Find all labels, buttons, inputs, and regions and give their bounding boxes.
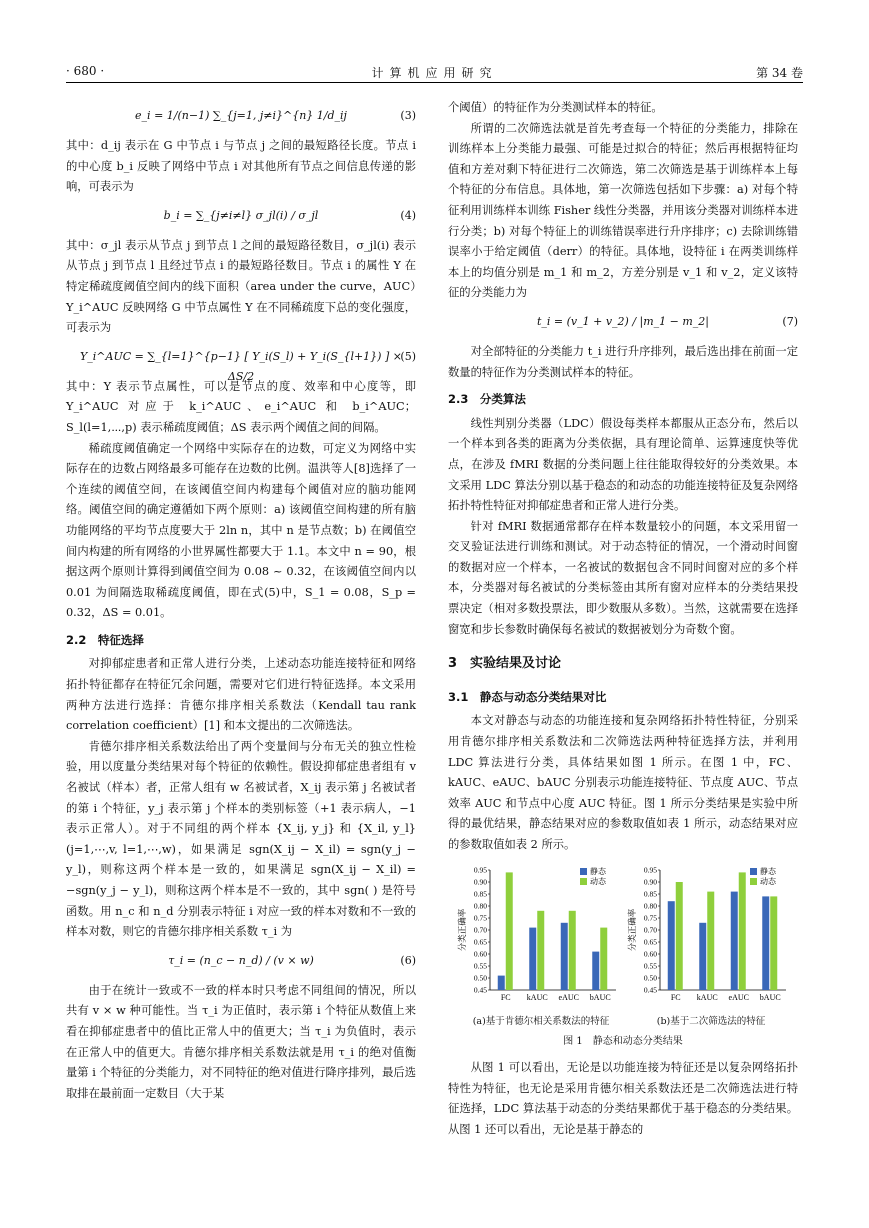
y-tick-label: 0.65: [473, 937, 487, 947]
x-tick-label: kAUC: [696, 992, 718, 1002]
y-axis-label: 分类正确率: [458, 908, 468, 951]
equation-4: b_i = ∑_{j≠i≠l} σ_jl(i) / σ_jl (4): [163, 208, 416, 222]
paragraph: 其中：Y 表示节点属性，可以是节点的度、效率和中心度等，即 Y_i^AUC 对应于 k_i^AUC、e_i^AUC 和 b_i^AUC；S_l(l=1,⋯,p) 表示稀疏度阈值；ΔS 表示两个阈值之间的间隔。: [66, 379, 416, 434]
paragraph: 其中：d_ij 表示在 G 中节点 i 与节点 j 之间的最短路径长度。节点 i 的中心度 b_i 反映了网络中节点 i 对其他所有节点之间信息传递的影响，可表示为: [66, 139, 416, 194]
y-axis-label: 分类正确率: [628, 908, 638, 951]
y-tick-label: 0.50: [643, 973, 657, 983]
y-tick-label: 0.80: [473, 901, 487, 911]
paragraph: 肯德尔排序相关系数法给出了两个变量间与分布无关的独立性检验，用以度量分类结果对每个特征的依赖性。假设抑郁症患者组有 v 名被试（样本）者，正常人组有 w 名被试者，X_ij 表示第 j 名被试者的第 i 个特征，y_j 表示第 j 个样本的类别标签（+1 表示病人，−1 表示正常人）。对于不同组的两个样本 {X_ij, y_j} 和 {X_il, y_l} (j=1,⋯,v, l=1,⋯,w)，如果满足 sgn(X_ij − X_il) = sgn(y_j − y_l)，则称这两个样本是一致的，如果满足 sgn(X_ij − X_il) = −sgn(y_j − y_l)，则称这两个样本是不一致的，其中 sgn( ) 是符号函数。用 n_c 和 n_d 分别表示特征 i 对应一致的样本对数和不一致的样本对数，则它的肯德尔排序相关系数 τ_i 为: [66, 739, 416, 939]
paragraph: 其中：σ_jl 表示从节点 j 到节点 l 之间的最短路径数目，σ_jl(i) 表示从节点 j 到节点 l 且经过节点 i 的最短路径数目。节点 i 的属性 Y 在特定稀疏度阈值空间内的线下面积（area under the curve，AUC）Y_i^AUC 反映网络 G 中节点属性 Y 在不同稀疏度下总的变化强度，可表示为: [66, 238, 416, 335]
bar-bAUC-动态: [770, 896, 777, 990]
section-heading: 3 实验结果及讨论: [448, 656, 562, 672]
bar-bAUC-静态: [762, 896, 769, 990]
paragraph: 稀疏度阈值确定一个网络中实际存在的边数，可定义为网络中实际存在的边数占网络最多可能存在边数的比例。温洪等人[8]选择了一个连续的阈值空间，在该阈值空间内构建每个阈值对应的脑功能网络。阈值空间的确定遵循如下两个原则：a) 该阈值空间构建的所有脑功能网络的平均节点度要大于 2ln n，其中 n 是节点数；b) 在阈值空间内构建的所有网络的小世界属性都要大于 1.1。本文中 n = 90，根据这两个原则计算得到阈值空间为 0.08 ~ 0.32，在该阈值空间内以 0.01 为间隔选取稀疏度阈值，即在式(5)中，S_1 = 0.08，S_p = 0.32，ΔS = 0.01。: [66, 441, 416, 620]
x-tick-label: bAUC: [589, 992, 611, 1002]
y-tick-label: 0.85: [473, 889, 487, 899]
bar-kAUC-静态: [529, 927, 536, 989]
paragraph: 所谓的二次筛选法就是首先考查每一个特征的分类能力，排除在训练样本上分类能力最强、可能是过拟合的特征；然后再根据特征均值和方差对剩下特征进行二次筛选，第二次筛选是基于训练样本上每个特征的分布信息。具体地，第一次筛选包括如下步骤：a) 对每个特征利用训练样本训练 Fisher 线性分类器，并用该分类器对训练样本进行分类；b) 对每个特征上的训练错误率进行升序排序；c) 去除训练错误率小于给定阈值（derr）的特征。具体地，设特征 i 在两类训练样本上的均值分别是 m_1 和 m_2，方差分别是 v_1 和 v_2，定义该特征的分类能力为: [448, 121, 798, 300]
legend-swatch: [750, 868, 757, 875]
bar-FC-静态: [498, 975, 505, 989]
bar-eAUC-动态: [569, 910, 576, 989]
x-tick-label: kAUC: [526, 992, 548, 1002]
bar-FC-动态: [676, 882, 683, 990]
equation-3: e_i = 1/(n−1) ∑_{j=1, j≠i}^{n} 1/d_ij (3): [135, 109, 416, 122]
y-tick-label: 0.90: [473, 877, 487, 887]
chart-a-svg: [456, 862, 626, 1012]
y-tick-label: 0.55: [643, 961, 657, 971]
y-tick-label: 0.45: [473, 985, 487, 995]
paragraph: 针对 fMRI 数据通常都存在样本数量较小的问题，本文采用留一交叉验证法进行训练和测试。对于动态特征的情况，一个滑动时间窗的数据对应一个样本，一名被试的数据包含不同时间窗对应的多个样本，分类器对每名被试的分类标签由其所有窗对应样本的分类结果投票决定（相对多数投票法，即少数服从多数）。当然，这就需要在选择窗宽和步长参数时确保每名被试的数据被划分为奇数个窗。: [448, 519, 798, 636]
y-tick-label: 0.60: [643, 949, 657, 959]
legend-label: 静态: [760, 866, 776, 876]
bar-eAUC-静态: [731, 891, 738, 989]
bar-eAUC-静态: [561, 922, 568, 989]
y-tick-label: 0.65: [643, 937, 657, 947]
journal-title: 计算机应用研究: [371, 66, 498, 80]
legend-swatch: [580, 878, 587, 885]
chart-b-caption: (b)基于二次筛选法的特征: [656, 1015, 766, 1027]
x-tick-label: FC: [500, 992, 511, 1002]
chart-b: [626, 862, 796, 1012]
bar-kAUC-静态: [699, 922, 706, 989]
page-header: [66, 60, 803, 83]
bar-FC-静态: [668, 901, 675, 990]
section-heading: 3.1 静态与动态分类结果对比: [448, 689, 607, 704]
bar-kAUC-动态: [707, 891, 714, 989]
section-heading: 2.3 分类算法: [448, 392, 526, 407]
legend-swatch: [580, 868, 587, 875]
y-tick-label: 0.70: [643, 925, 657, 935]
bar-eAUC-动态: [739, 872, 746, 990]
legend-label: 静态: [590, 866, 606, 876]
paragraph: 由于在统计一致或不一致的样本时只考虑不同组间的情况，所以共有 v × w 种可能性。当 τ_i 为正值时，表示第 i 个特征从数值上来看在抑郁症患者中的值比正常人中的值更大；当 τ_i 为负值时，表示在正常人中的值更大。肯德尔排序相关系数法就是用 τ_i 的绝对值衡量第 i 个特征的分类能力，对不同特征的绝对值进行降序排列，最后选取排在最前面一定数目（大于某: [66, 983, 416, 1100]
y-tick-label: 0.95: [643, 865, 657, 875]
y-tick-label: 0.80: [643, 901, 657, 911]
y-tick-label: 0.45: [643, 985, 657, 995]
y-tick-label: 0.50: [473, 973, 487, 983]
bar-bAUC-静态: [592, 951, 599, 989]
y-tick-label: 0.55: [473, 961, 487, 971]
right-column: [448, 98, 798, 1141]
chart-b-svg: [626, 862, 796, 1012]
bar-bAUC-动态: [600, 927, 607, 989]
y-tick-label: 0.85: [643, 889, 657, 899]
paragraph: 个阈值）的特征作为分类测试样本的特征。: [448, 101, 663, 114]
volume-label: 第 34 卷: [756, 66, 803, 80]
paragraph: 本文对静态与动态的功能连接和复杂网络拓扑特性特征，分别采用肯德尔排序相关系数法和二次筛选法两种特征选择方法，并利用 LDC 算法进行分类，具体结果如图 1 所示。在图 1 中，FC、kAUC、eAUC、bAUC 分别表示功能连接特征、节点度 AUC、节点效率 AUC 和节点中心度 AUC 特征。图 1 所示分类结果是实验中所得的最优结果，静态结果对应的参数取值如表 1 所示，动态结果对应的参数取值如表 2 所示。: [448, 714, 798, 851]
left-column: [66, 98, 416, 1104]
paragraph: 对全部特征的分类能力 t_i 进行升序排列，最后选出排在前面一定数量的特征作为分类测试样本的特征。: [448, 344, 798, 379]
paragraph: 从图 1 可以看出，无论是以功能连接为特征还是以复杂网络拓扑特性为特征，也无论是采用肯德尔相关系数法还是二次筛选法进行特征选择，LDC 算法基于动态的分类结果都优于基于稳态的分类结果。从图 1 还可以看出，无论是基于静态的: [448, 1061, 798, 1136]
legend-label: 动态: [590, 876, 606, 886]
y-tick-label: 0.75: [473, 913, 487, 923]
x-tick-label: eAUC: [728, 992, 749, 1002]
y-tick-label: 0.95: [473, 865, 487, 875]
bar-FC-动态: [506, 872, 513, 990]
figure-1: [448, 862, 798, 1032]
y-tick-label: 0.60: [473, 949, 487, 959]
equation-7: t_i = (v_1 + v_2) / |m_1 − m_2| (7): [536, 314, 798, 328]
y-tick-label: 0.75: [643, 913, 657, 923]
x-tick-label: eAUC: [558, 992, 579, 1002]
y-tick-label: 0.70: [473, 925, 487, 935]
equation-5: Y_i^AUC = ∑_{l=1}^{p−1} [ Y_i(S_l) + Y_i(S_{l+1}) ] × ΔS/2 (5): [80, 349, 416, 384]
paragraph: 线性判别分类器（LDC）假设每类样本都服从正态分布，然后以一个样本到各类的距离为分类依据，具有理论简单、运算速度快等优点，在涉及 fMRI 数据的分类问题上往往能取得较好的分类效果。本文采用 LDC 算法分别以基于稳态的和动态的功能连接特征及复杂网络拓扑特性特征对抑郁症患者和正常人进行分类。: [448, 416, 798, 513]
y-tick-label: 0.90: [643, 877, 657, 887]
chart-a-caption: (a)基于肯德尔相关系数法的特征: [472, 1015, 610, 1027]
legend-label: 动态: [760, 876, 776, 886]
bar-kAUC-动态: [537, 910, 544, 989]
equation-6: τ_i = (n_c − n_d) / (v × w) (6): [168, 953, 416, 967]
x-tick-label: bAUC: [759, 992, 781, 1002]
x-tick-label: FC: [670, 992, 681, 1002]
paragraph: 对抑郁症患者和正常人进行分类，上述动态功能连接特征和网络拓扑特征都存在特征冗余问题，需要对它们进行特征选择。本文采用两种方法进行选择：肯德尔排序相关系数法（Kendall tau rank correlation coefficient）[1] 和本文提出的二次筛选法。: [66, 657, 416, 733]
page-number: · 680 ·: [66, 64, 105, 78]
legend-swatch: [750, 878, 757, 885]
figure-caption: 图 1 静态和动态分类结果: [563, 1035, 683, 1047]
section-heading: 2.2 特征选择: [66, 632, 144, 647]
chart-a: [456, 862, 626, 1012]
